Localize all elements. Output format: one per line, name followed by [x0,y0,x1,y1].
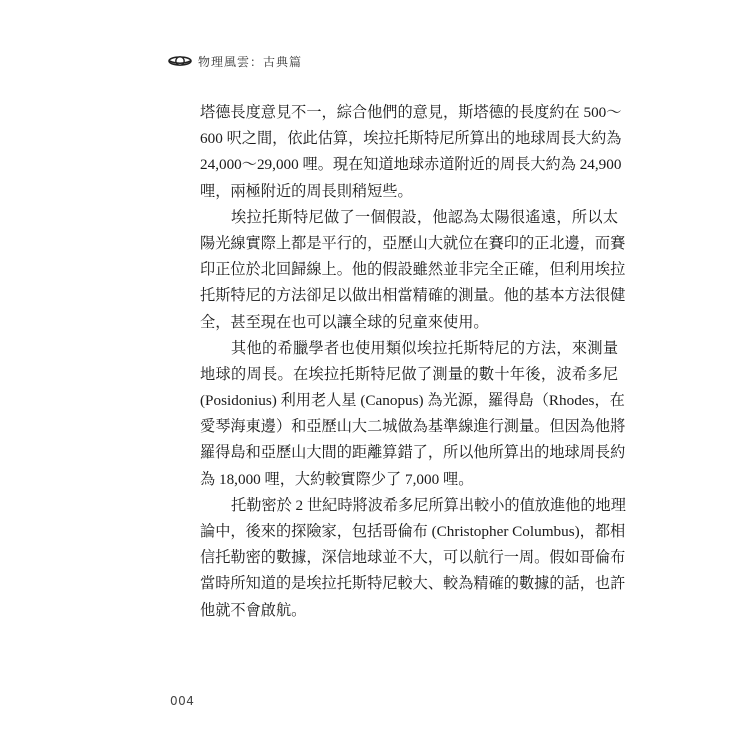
text-line: 愛琴海東邊）和亞歷山大二城做為基準線進行測量。但因為他將 [200,418,626,436]
paragraph-3 [200,336,626,493]
text-line: 埃拉托斯特尼做了一個假設，他認為太陽很遙遠，所以太 [231,208,618,226]
text-line: 托斯特尼的方法卻足以做出相當精確的測量。他的基本方法很健 [200,287,626,305]
ringed-planet-icon [168,54,192,68]
text-line: 信托勒密的數據，深信地球並不大，可以航行一周。假如哥倫布 [200,549,626,567]
book-title: 物理風雲：古典篇 [198,54,303,69]
paragraph-2 [200,205,626,336]
text-line: 全，甚至現在也可以讓全球的兒童來使用。 [200,313,489,331]
text-line: 羅得島和亞歷山大間的距離算錯了，所以他所算出的地球周長約 [200,444,626,462]
text-line: 其他的希臘學者也使用類似埃拉托斯特尼的方法，來測量 [231,339,618,357]
text-line: 托勒密於 2 世紀時將波希多尼所算出較小的值放進他的地理 [231,496,626,514]
text-line: 當時所知道的是埃拉托斯特尼較大、較為精確的數據的話，也許 [200,575,626,593]
page-number: 004 [170,694,195,708]
running-header [168,52,302,70]
text-line: 哩，兩極附近的周長則稍短些。 [200,182,413,200]
text-line: 論中，後來的探險家，包括哥倫布 (Christopher Columbus)，都相 [200,523,626,540]
text-line: (Posidonius) 利用老人星 (Canopus) 為光源，羅得島（Rhodes，在 [200,392,625,410]
text-line: 陽光線實際上都是平行的，亞歷山大就位在賽印的正北邊，而賽 [200,234,626,252]
text-line: 印正位於北回歸線上。他的假設雖然並非完全正確，但利用埃拉 [200,261,626,279]
paragraph-1 [200,100,622,205]
text-line: 塔德長度意見不一，綜合他們的意見，斯塔德的長度約在 500～ [200,104,622,121]
text-line: 為 18,000 哩，大約較實際少了 7,000 哩。 [200,470,474,488]
text-line: 他就不會啟航。 [200,601,307,619]
text-line: 600 呎之間，依此估算，埃拉托斯特尼所算出的地球周長大約為 [200,130,622,148]
text-line: 地球的周長。在埃拉托斯特尼做了測量的數十年後，波希多尼 [200,365,618,383]
body-text [200,100,626,624]
paragraph-4 [200,493,626,624]
text-line: 24,000～29,000 哩。現在知道地球赤道附近的周長大約為 24,900 [200,156,622,174]
